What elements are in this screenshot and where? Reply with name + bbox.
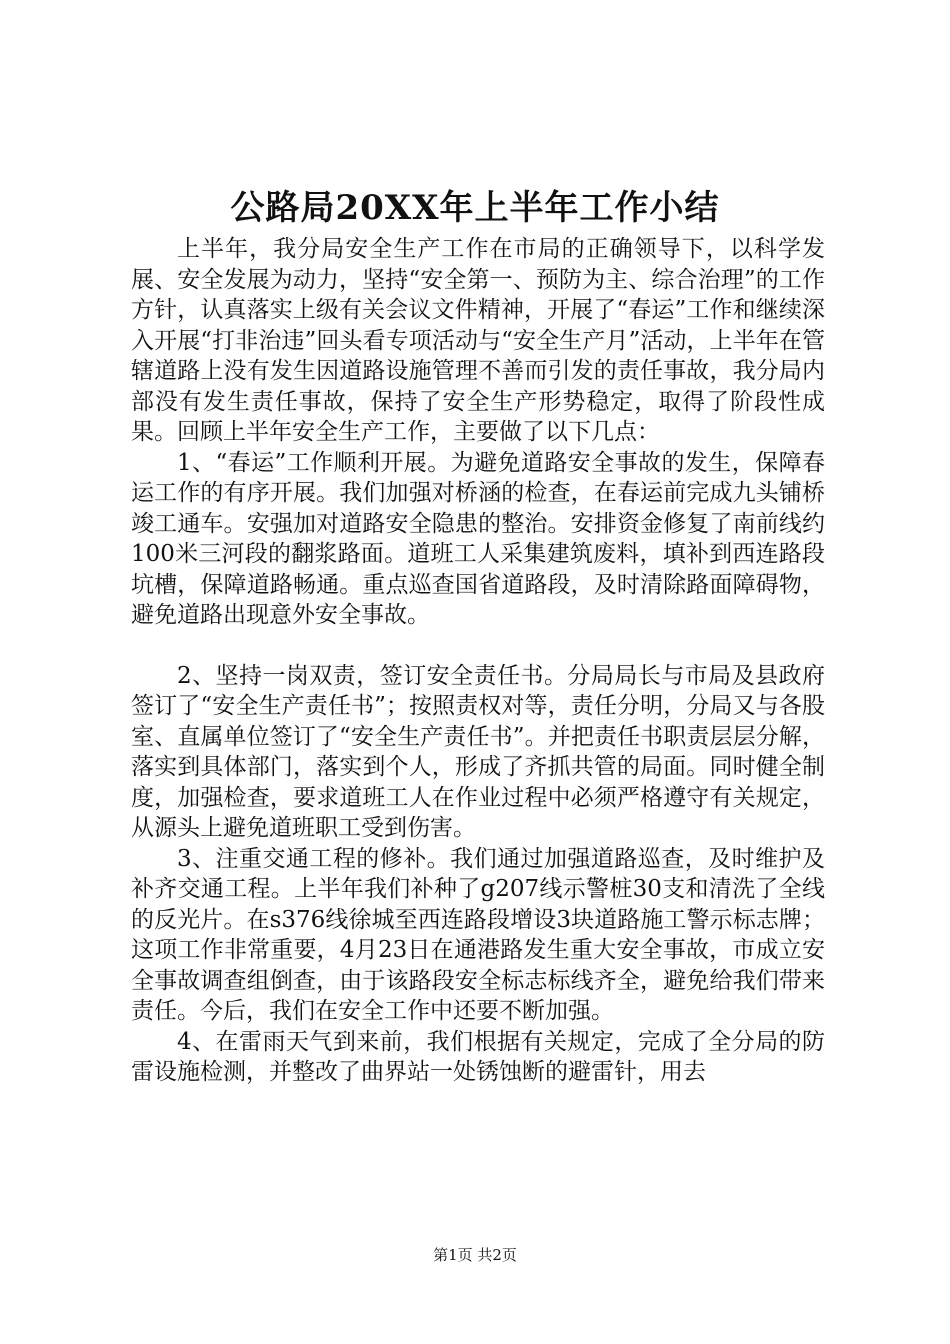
paragraph-item-4: 4、在雷雨天气到来前，我们根据有关规定，完成了全分局的防雷设施检测，并整改了曲界站一处锈蚀断的避雷针，用去	[131, 1028, 825, 1085]
paragraph-item-1: 1、“春运”工作顺利开展。为避免道路安全事故的发生，保障春运工作的有序开展。我们加强对桥涵的检查，在春运前完成九头铺桥竣工通车。安强加对道路安全隐患的整治。安排资金修复了南前线约100米三河段的翻浆路面。道班工人采集建筑废料，填补到西连路段坑槽，保障道路畅通。重点巡查国省道路段，及时清除路面障碍物，避免道路出现意外安全事故。	[131, 449, 825, 628]
page-number-footer: 第1页 共2页	[433, 1246, 517, 1264]
document-body	[131, 234, 825, 1088]
paragraph-gap	[131, 631, 825, 661]
paragraph-intro: 上半年，我分局安全生产工作在市局的正确领导下，以科学发展、安全发展为动力，坚持“安全第一、预防为主、综合治理”的工作方针，认真落实上级有关会议文件精神，开展了“春运”工作和继续深入开展“打非治违”回头看专项活动与“安全生产月”活动，上半年在管辖道路上没有发生因道路设施管理不善而引发的责任事故，我分局内部没有发生责任事故，保持了安全生产形势稳定，取得了阶段性成果。回顾上半年安全生产工作，主要做了以下几点：	[131, 236, 825, 445]
paragraph-item-3: 3、注重交通工程的修补。我们通过加强道路巡查，及时维护及补齐交通工程。上半年我们补种了g207线示警桩30支和清洗了全线的反光片。在s376线徐城至西连路段增设3块道路施工警示标志牌；这项工作非常重要，4月23日在通港路发生重大安全事故，市成立安全事故调查组倒查，由于该路段安全标志标线齐全，避免给我们带来责任。今后，我们在安全工作中还要不断加强。	[131, 845, 825, 1024]
document-title: 公路局20XX年上半年工作小结	[230, 188, 720, 228]
paragraph-item-2: 2、坚持一岗双责，签订安全责任书。分局局长与市局及县政府签订了“安全生产责任书”；按照责权对等，责任分明，分局又与各股室、直属单位签订了“安全生产责任书”。并把责任书职责层层分解，落实到具体部门，落实到个人，形成了齐抓共管的局面。同时健全制度，加强检查，要求道班工人在作业过程中必须严格遵守有关规定，从源头上避免道班职工受到伤害。	[131, 662, 825, 841]
